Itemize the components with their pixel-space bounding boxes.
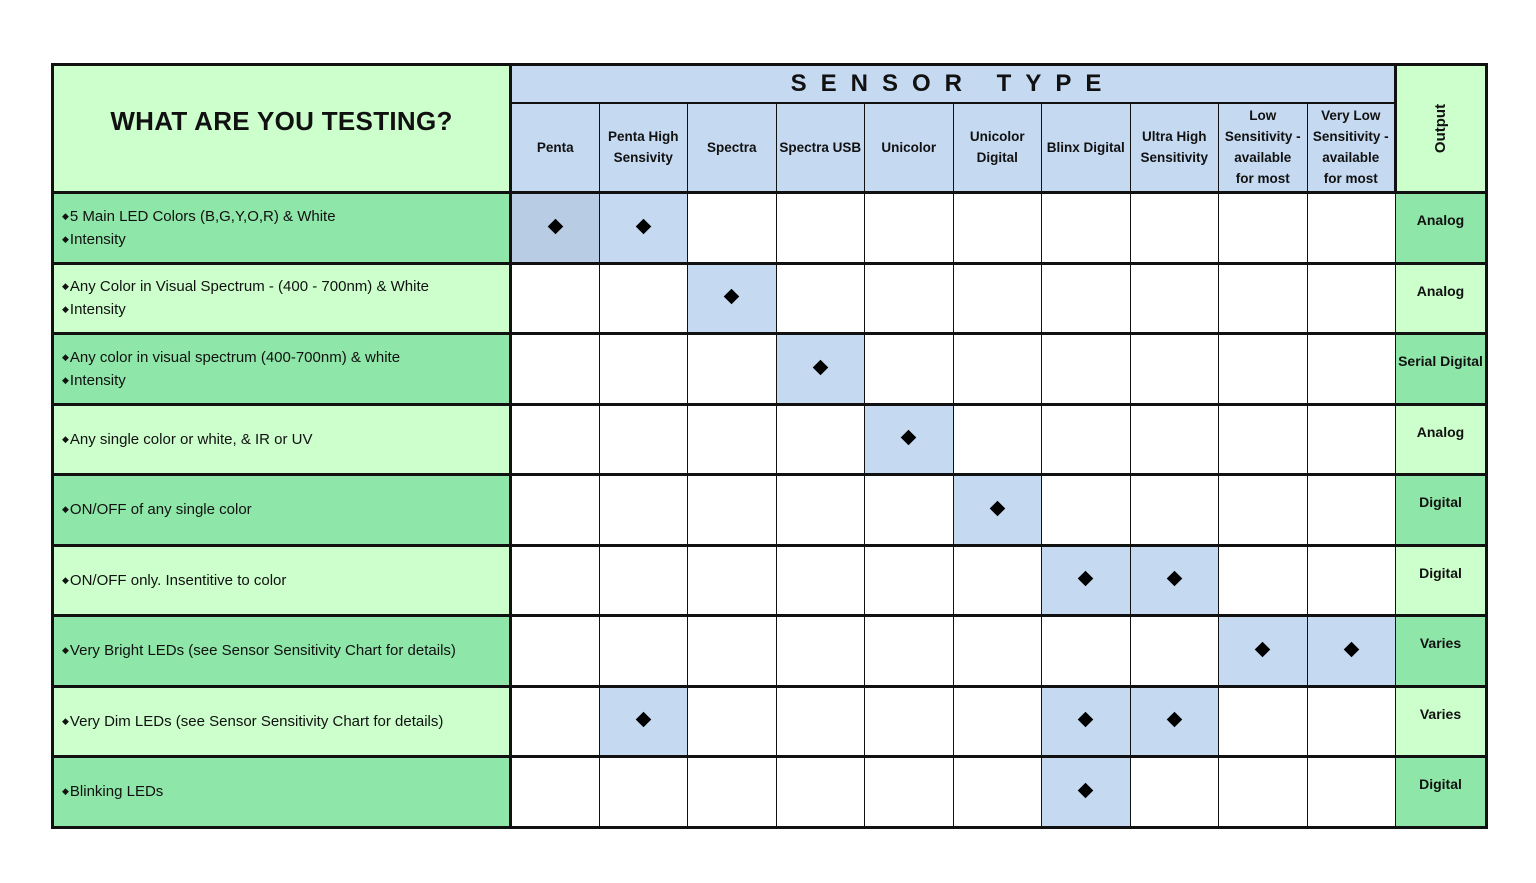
sensor-empty-cell	[1042, 334, 1131, 405]
sensor-empty-cell	[1130, 475, 1219, 546]
testing-criteria-cell	[53, 193, 511, 264]
sensor-column-header	[511, 103, 600, 193]
sensor-empty-cell	[953, 263, 1042, 334]
sensor-empty-cell	[688, 193, 777, 264]
table-row	[53, 757, 1487, 828]
sensor-empty-cell	[1307, 757, 1396, 828]
sensor-empty-cell	[776, 193, 865, 264]
sensor-empty-cell	[953, 404, 1042, 475]
sensor-empty-cell	[1042, 404, 1131, 475]
diamond-icon	[635, 712, 651, 728]
output-type-cell	[1396, 475, 1487, 546]
sensor-match-cell	[1307, 616, 1396, 687]
sensor-empty-cell	[776, 404, 865, 475]
sensor-empty-cell	[511, 263, 600, 334]
sensor-empty-cell	[1130, 616, 1219, 687]
sensor-empty-cell	[1130, 263, 1219, 334]
sensor-header-label-line: Very Low	[1321, 108, 1381, 124]
sensor-match-cell	[1042, 757, 1131, 828]
sensor-column-header	[953, 103, 1042, 193]
criteria-bullet-line: ◆ Any Color in Visual Spectrum - (400 - 700nm) & White	[62, 275, 509, 298]
output-type-label: Digital	[1419, 564, 1462, 581]
sensor-empty-cell	[511, 545, 600, 616]
table-row	[53, 193, 1487, 264]
sensor-empty-cell	[1219, 757, 1308, 828]
output-type-cell	[1396, 686, 1487, 757]
sensor-match-cell	[1219, 616, 1308, 687]
sensor-column-header	[599, 103, 688, 193]
sensor-empty-cell	[865, 686, 954, 757]
sensor-header-label-line: Sensitivity -	[1224, 129, 1301, 145]
output-type-label: Digital	[1419, 494, 1462, 510]
sensor-match-cell	[599, 686, 688, 757]
sensor-empty-cell	[1042, 193, 1131, 264]
sensor-empty-cell	[511, 475, 600, 546]
diamond-icon	[901, 430, 917, 446]
sensor-empty-cell	[1219, 475, 1308, 546]
testing-criteria-cell	[53, 757, 511, 828]
sensor-header-label-line: Ultra High	[1141, 129, 1207, 145]
testing-criteria-cell	[53, 404, 511, 475]
diamond-icon	[635, 218, 651, 234]
sensor-empty-cell	[599, 334, 688, 405]
sensor-empty-cell	[776, 686, 865, 757]
sensor-match-cell	[511, 193, 600, 264]
sensor-empty-cell	[953, 334, 1042, 405]
sensor-empty-cell	[1307, 404, 1396, 475]
sensor-empty-cell	[1042, 616, 1131, 687]
table-row	[53, 263, 1487, 334]
output-type-label: Varies	[1419, 635, 1462, 651]
diamond-icon	[547, 218, 563, 234]
sensor-empty-cell	[865, 757, 954, 828]
sensor-empty-cell	[1042, 263, 1131, 334]
output-type-label: Analog	[1416, 282, 1465, 299]
output-header	[1396, 65, 1487, 193]
sensor-empty-cell	[688, 757, 777, 828]
sensor-empty-cell	[511, 334, 600, 405]
sensor-empty-cell	[688, 616, 777, 687]
sensor-empty-cell	[688, 686, 777, 757]
sensor-empty-cell	[776, 757, 865, 828]
sensor-header-label-line: for most	[1235, 171, 1290, 187]
output-type-label: Analog	[1416, 423, 1465, 440]
sensor-header-label-line: Blinx Digital	[1046, 139, 1125, 155]
diamond-icon	[1078, 782, 1094, 798]
sensor-empty-cell	[599, 616, 688, 687]
criteria-bullet-line: ◆ Very Bright LEDs (see Sensor Sensitivity Chart for details)	[62, 639, 509, 662]
sensor-empty-cell	[953, 193, 1042, 264]
sensor-empty-cell	[688, 545, 777, 616]
output-type-label: Serial Digital	[1398, 353, 1483, 369]
table-row	[53, 334, 1487, 405]
sensor-empty-cell	[865, 263, 954, 334]
output-type-label: Analog	[1416, 212, 1465, 228]
criteria-bullet-line: ◆ Intensity	[62, 228, 509, 251]
sensor-empty-cell	[1219, 334, 1308, 405]
sensor-empty-cell	[865, 193, 954, 264]
testing-criteria-cell	[53, 334, 511, 405]
table-row	[53, 686, 1487, 757]
sensor-match-cell	[599, 193, 688, 264]
criteria-bullet-line: ◆ Intensity	[62, 298, 509, 321]
testing-header-label: WHAT ARE YOU TESTING?	[110, 106, 453, 136]
sensor-header-label-line: Low	[1249, 108, 1277, 124]
table-row	[53, 404, 1487, 475]
sensor-empty-cell	[1042, 475, 1131, 546]
sensor-header-label-line: available	[1322, 150, 1380, 166]
sensor-column-header	[1042, 103, 1131, 193]
sensor-empty-cell	[1307, 475, 1396, 546]
sensor-column-header	[1130, 103, 1219, 193]
sensor-header-label-line: Unicolor	[969, 129, 1025, 145]
output-type-label: Digital	[1419, 776, 1462, 792]
sensor-header-label-line: Penta	[536, 139, 574, 155]
sensor-column-header	[865, 103, 954, 193]
sensor-header-label-line: Spectra USB	[779, 139, 862, 155]
testing-criteria-cell	[53, 263, 511, 334]
sensor-empty-cell	[1130, 193, 1219, 264]
table-row	[53, 616, 1487, 687]
sensor-empty-cell	[688, 334, 777, 405]
sensor-empty-cell	[1130, 334, 1219, 405]
sensor-empty-cell	[599, 475, 688, 546]
sensor-empty-cell	[511, 757, 600, 828]
output-type-cell	[1396, 193, 1487, 264]
testing-criteria-cell	[53, 545, 511, 616]
output-header-label: Output	[1432, 103, 1450, 153]
testing-criteria-cell	[53, 686, 511, 757]
diamond-icon	[1343, 641, 1359, 657]
criteria-bullet-line: ◆ ON/OFF of any single color	[62, 498, 509, 521]
output-type-cell	[1396, 334, 1487, 405]
sensor-type-header: SENSOR TYPE	[511, 65, 1396, 103]
table-row	[53, 475, 1487, 546]
table-body	[53, 193, 1487, 828]
sensor-empty-cell	[865, 545, 954, 616]
sensor-empty-cell	[599, 263, 688, 334]
sensor-match-cell	[688, 263, 777, 334]
output-type-cell	[1396, 545, 1487, 616]
sensor-match-cell	[1130, 545, 1219, 616]
sensor-empty-cell	[599, 404, 688, 475]
diamond-icon	[1078, 571, 1094, 587]
sensor-match-cell	[1130, 686, 1219, 757]
sensor-empty-cell	[1219, 263, 1308, 334]
diamond-icon	[1078, 712, 1094, 728]
testing-criteria-cell	[53, 616, 511, 687]
criteria-bullet-line: ◆ Very Dim LEDs (see Sensor Sensitivity Chart for details)	[62, 710, 509, 733]
criteria-bullet-line: ◆ Intensity	[62, 369, 509, 392]
criteria-bullet-line: ◆ ON/OFF only. Insentitive to color	[62, 569, 509, 592]
sensor-empty-cell	[1130, 404, 1219, 475]
diamond-icon	[724, 289, 740, 305]
sensor-empty-cell	[776, 545, 865, 616]
diamond-icon	[989, 500, 1005, 516]
criteria-bullet-line: ◆ Blinking LEDs	[62, 780, 509, 803]
sensor-empty-cell	[865, 616, 954, 687]
sensor-empty-cell	[511, 686, 600, 757]
sensor-empty-cell	[776, 616, 865, 687]
sensor-header-label-line: for most	[1323, 171, 1378, 187]
criteria-bullet-line: ◆ Any single color or white, & IR or UV	[62, 428, 509, 451]
criteria-bullet-line: ◆ 5 Main LED Colors (B,G,Y,O,R) & White	[62, 205, 509, 228]
sensor-empty-cell	[1307, 193, 1396, 264]
output-type-cell	[1396, 757, 1487, 828]
sensor-empty-cell	[865, 475, 954, 546]
sensor-empty-cell	[688, 475, 777, 546]
sensor-empty-cell	[776, 475, 865, 546]
sensor-match-cell	[865, 404, 954, 475]
sensor-header-label-line: Digital	[976, 150, 1018, 166]
sensor-column-header	[1307, 103, 1396, 193]
output-type-cell	[1396, 616, 1487, 687]
sensor-selection-table	[51, 63, 1488, 829]
sensor-empty-cell	[511, 404, 600, 475]
output-type-label: Varies	[1419, 705, 1462, 722]
sensor-empty-cell	[1307, 686, 1396, 757]
sensor-empty-cell	[511, 616, 600, 687]
sensor-empty-cell	[688, 404, 777, 475]
sensor-empty-cell	[1219, 545, 1308, 616]
sensor-header-label-line: Spectra	[706, 139, 757, 155]
sensor-column-header	[776, 103, 865, 193]
sensor-empty-cell	[953, 545, 1042, 616]
sensor-match-cell	[776, 334, 865, 405]
sensor-empty-cell	[1130, 757, 1219, 828]
criteria-bullet-line: ◆ Any color in visual spectrum (400-700nm) & white	[62, 346, 509, 369]
sensor-empty-cell	[1307, 263, 1396, 334]
output-type-cell	[1396, 404, 1487, 475]
sensor-empty-cell	[1307, 545, 1396, 616]
sensor-empty-cell	[953, 757, 1042, 828]
sensor-header-label-line: available	[1234, 150, 1292, 166]
sensor-header-label-line: Sensitivity	[1140, 150, 1209, 166]
sensor-empty-cell	[953, 616, 1042, 687]
diamond-icon	[1166, 571, 1182, 587]
sensor-empty-cell	[599, 545, 688, 616]
table-row	[53, 545, 1487, 616]
testing-header	[53, 65, 511, 193]
diamond-icon	[812, 359, 828, 375]
diamond-icon	[1166, 712, 1182, 728]
sensor-empty-cell	[1219, 686, 1308, 757]
sensor-empty-cell	[599, 757, 688, 828]
testing-criteria-cell	[53, 475, 511, 546]
sensor-header-label-line: Sensivity	[613, 150, 673, 166]
sensor-column-header	[1219, 103, 1308, 193]
sensor-match-cell	[953, 475, 1042, 546]
sensor-header-label-line: Unicolor	[881, 139, 937, 155]
output-type-cell	[1396, 263, 1487, 334]
sensor-empty-cell	[1219, 404, 1308, 475]
sensor-empty-cell	[776, 263, 865, 334]
sensor-header-label-line: Penta High	[607, 129, 679, 145]
sensor-empty-cell	[953, 686, 1042, 757]
sensor-empty-cell	[1307, 334, 1396, 405]
sensor-match-cell	[1042, 686, 1131, 757]
sensor-empty-cell	[1219, 193, 1308, 264]
sensor-empty-cell	[865, 334, 954, 405]
diamond-icon	[1255, 641, 1271, 657]
sensor-column-header	[688, 103, 777, 193]
sensor-match-cell	[1042, 545, 1131, 616]
sensor-header-label-line: Sensitivity -	[1312, 129, 1389, 145]
